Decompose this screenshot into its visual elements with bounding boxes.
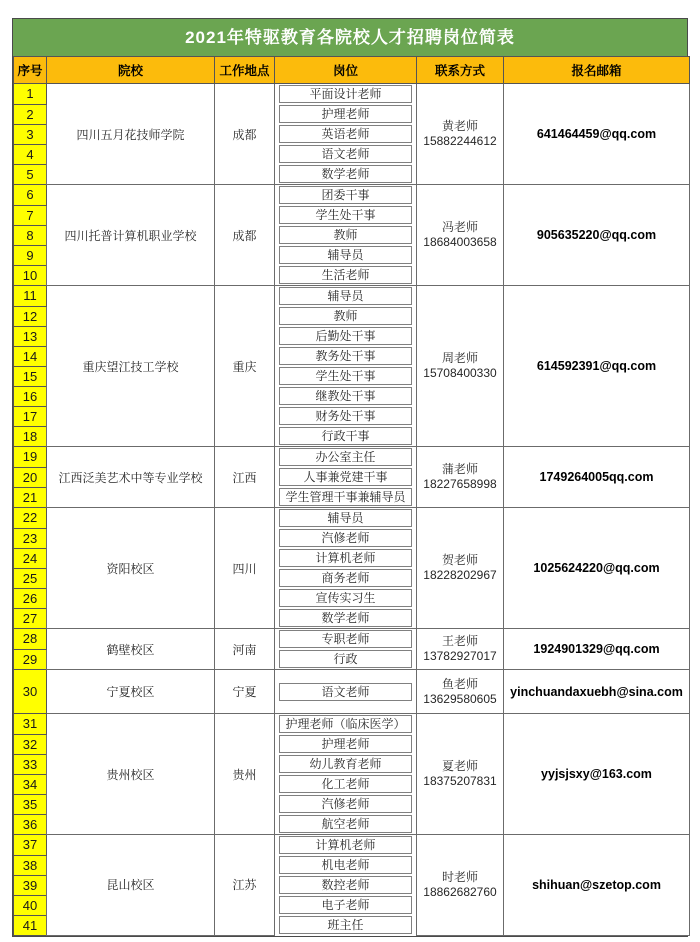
email-cell: 641464459@qq.com xyxy=(504,84,690,185)
position-cell xyxy=(275,426,417,447)
position-cell xyxy=(275,855,417,875)
row-index: 40 xyxy=(14,895,47,915)
col-header-location: 工作地点 xyxy=(215,57,275,84)
position-cell xyxy=(275,814,417,835)
row-index: 3 xyxy=(14,124,47,144)
position-box: 汽修老师 xyxy=(279,529,412,547)
row-index: 38 xyxy=(14,855,47,875)
email-cell: 1749264005qq.com xyxy=(504,447,690,508)
col-header-contact: 联系方式 xyxy=(417,57,504,84)
position-cell xyxy=(275,487,417,508)
position-box: 学生处干事 xyxy=(279,367,412,385)
row-index: 13 xyxy=(14,326,47,346)
col-header-email: 报名邮箱 xyxy=(504,57,690,84)
school-cell: 资阳校区 xyxy=(47,508,215,629)
school-cell: 昆山校区 xyxy=(47,835,215,936)
school-cell: 宁夏校区 xyxy=(47,670,215,714)
row-index: 29 xyxy=(14,649,47,670)
position-box: 护理老师（临床医学） xyxy=(279,715,412,733)
position-box: 教师 xyxy=(279,226,412,244)
contact-phone: 18227658998 xyxy=(423,477,497,491)
position-box: 继教处干事 xyxy=(279,387,412,405)
contact-cell xyxy=(417,629,504,670)
position-box: 人事兼党建干事 xyxy=(279,468,412,486)
contact-cell xyxy=(417,447,504,508)
position-box: 数学老师 xyxy=(279,609,412,627)
position-cell xyxy=(275,794,417,814)
row-index: 23 xyxy=(14,528,47,548)
position-cell xyxy=(275,895,417,915)
row-index: 30 xyxy=(14,670,47,714)
position-box: 商务老师 xyxy=(279,569,412,587)
position-box: 班主任 xyxy=(279,916,412,934)
contact-phone: 18228202967 xyxy=(423,568,497,582)
row-index: 2 xyxy=(14,104,47,124)
table-row xyxy=(14,508,690,529)
position-box: 教师 xyxy=(279,307,412,325)
row-index: 41 xyxy=(14,915,47,935)
position-cell xyxy=(275,346,417,366)
contact-name: 周老师 xyxy=(441,351,478,365)
position-box: 财务处干事 xyxy=(279,407,412,425)
position-cell xyxy=(275,714,417,735)
position-box: 学生管理干事兼辅导员 xyxy=(279,488,412,506)
position-box: 后勤处干事 xyxy=(279,327,412,345)
position-cell xyxy=(275,915,417,935)
position-cell xyxy=(275,875,417,895)
position-box: 幼儿教育老师 xyxy=(279,755,412,773)
position-cell xyxy=(275,104,417,124)
position-box: 行政干事 xyxy=(279,427,412,445)
contact-name: 时老师 xyxy=(441,869,478,884)
school-cell: 鹤壁校区 xyxy=(47,629,215,670)
position-cell xyxy=(275,406,417,426)
position-cell xyxy=(275,205,417,225)
position-box: 专职老师 xyxy=(279,630,412,648)
position-box: 数控老师 xyxy=(279,876,412,894)
row-index: 5 xyxy=(14,164,47,185)
contact-phone: 13782927017 xyxy=(423,649,497,663)
location-cell: 成都 xyxy=(215,185,275,286)
row-index: 32 xyxy=(14,734,47,754)
table-row xyxy=(14,835,690,856)
row-index: 37 xyxy=(14,835,47,856)
position-box: 护理老师 xyxy=(279,105,412,123)
contact-cell xyxy=(417,84,504,185)
row-index: 36 xyxy=(14,814,47,835)
table-row xyxy=(14,670,690,714)
row-index: 17 xyxy=(14,406,47,426)
contact-name: 蒲老师 xyxy=(441,462,478,476)
row-index: 27 xyxy=(14,608,47,629)
position-box: 宣传实习生 xyxy=(279,589,412,607)
position-cell xyxy=(275,245,417,265)
location-cell: 江苏 xyxy=(215,835,275,936)
table-title: 2021年特驱教育各院校人才招聘岗位简表 xyxy=(13,19,687,56)
contact-phone: 18375207831 xyxy=(423,774,497,788)
position-cell xyxy=(275,144,417,164)
table-row xyxy=(14,447,690,468)
school-cell: 重庆望江技工学校 xyxy=(47,286,215,447)
recruitment-table xyxy=(13,56,690,936)
email-cell: 1025624220@qq.com xyxy=(504,508,690,629)
row-index: 10 xyxy=(14,265,47,286)
col-header-position: 岗位 xyxy=(275,57,417,84)
position-cell xyxy=(275,670,417,714)
position-cell xyxy=(275,608,417,629)
position-box: 航空老师 xyxy=(279,815,412,833)
table-body xyxy=(14,84,690,936)
position-cell xyxy=(275,588,417,608)
row-index: 33 xyxy=(14,754,47,774)
col-header-index: 序号 xyxy=(14,57,47,84)
row-index: 15 xyxy=(14,366,47,386)
position-box: 办公室主任 xyxy=(279,448,412,466)
row-index: 4 xyxy=(14,144,47,164)
position-cell xyxy=(275,629,417,650)
position-cell xyxy=(275,326,417,346)
email-cell: 905635220@qq.com xyxy=(504,185,690,286)
position-box: 数学老师 xyxy=(279,165,412,183)
position-box: 辅导员 xyxy=(279,246,412,264)
row-index: 21 xyxy=(14,487,47,508)
contact-name: 黄老师 xyxy=(441,119,478,133)
row-index: 22 xyxy=(14,508,47,529)
position-cell xyxy=(275,386,417,406)
position-box: 机电老师 xyxy=(279,856,412,874)
position-cell xyxy=(275,508,417,529)
position-box: 行政 xyxy=(279,650,412,668)
position-box: 团委干事 xyxy=(279,186,412,204)
row-index: 39 xyxy=(14,875,47,895)
row-index: 20 xyxy=(14,467,47,487)
header-row xyxy=(14,57,690,84)
position-box: 平面设计老师 xyxy=(279,85,412,103)
contact-name: 贺老师 xyxy=(441,553,478,567)
position-cell xyxy=(275,124,417,144)
position-cell xyxy=(275,734,417,754)
position-box: 计算机老师 xyxy=(279,836,412,854)
email-cell: 614592391@qq.com xyxy=(504,286,690,447)
row-index: 24 xyxy=(14,548,47,568)
school-cell: 江西泛美艺术中等专业学校 xyxy=(47,447,215,508)
position-box: 语文老师 xyxy=(279,145,412,163)
position-box: 生活老师 xyxy=(279,266,412,284)
row-index: 18 xyxy=(14,426,47,447)
table-row xyxy=(14,84,690,105)
row-index: 35 xyxy=(14,794,47,814)
position-cell xyxy=(275,185,417,206)
contact-phone: 18862682760 xyxy=(423,884,497,899)
position-cell xyxy=(275,225,417,245)
row-index: 31 xyxy=(14,714,47,735)
contact-name: 冯老师 xyxy=(441,220,478,234)
row-index: 11 xyxy=(14,286,47,307)
position-box: 英语老师 xyxy=(279,125,412,143)
school-cell: 四川五月花技师学院 xyxy=(47,84,215,185)
position-cell xyxy=(275,467,417,487)
position-cell xyxy=(275,774,417,794)
school-cell: 贵州校区 xyxy=(47,714,215,835)
row-index: 34 xyxy=(14,774,47,794)
row-index: 12 xyxy=(14,306,47,326)
row-index: 1 xyxy=(14,84,47,105)
email-cell: yyjsjsxy@163.com xyxy=(504,714,690,835)
contact-cell xyxy=(417,286,504,447)
row-index: 19 xyxy=(14,447,47,468)
row-index: 6 xyxy=(14,185,47,206)
contact-phone: 18684003658 xyxy=(423,235,497,249)
location-cell: 成都 xyxy=(215,84,275,185)
contact-name: 鱼老师 xyxy=(441,676,478,691)
position-cell xyxy=(275,164,417,185)
table-row xyxy=(14,185,690,206)
row-index: 9 xyxy=(14,245,47,265)
position-box: 辅导员 xyxy=(279,509,412,527)
position-cell xyxy=(275,366,417,386)
row-index: 28 xyxy=(14,629,47,650)
recruitment-table-container xyxy=(12,18,688,937)
email-cell: shihuan@szetop.com xyxy=(504,835,690,936)
email-cell: yinchuandaxuebh@sina.com xyxy=(504,670,690,714)
location-cell: 江西 xyxy=(215,447,275,508)
position-box: 辅导员 xyxy=(279,287,412,305)
position-box: 语文老师 xyxy=(279,683,412,701)
contact-cell xyxy=(417,670,504,714)
position-cell xyxy=(275,548,417,568)
row-index: 26 xyxy=(14,588,47,608)
contact-phone: 15882244612 xyxy=(423,134,497,148)
row-index: 8 xyxy=(14,225,47,245)
position-box: 化工老师 xyxy=(279,775,412,793)
contact-cell xyxy=(417,508,504,629)
position-cell xyxy=(275,306,417,326)
row-index: 14 xyxy=(14,346,47,366)
position-box: 汽修老师 xyxy=(279,795,412,813)
table-row xyxy=(14,286,690,307)
position-cell xyxy=(275,447,417,468)
position-cell xyxy=(275,835,417,856)
position-cell xyxy=(275,568,417,588)
table-row xyxy=(14,714,690,735)
row-index: 25 xyxy=(14,568,47,588)
position-cell xyxy=(275,754,417,774)
email-cell: 1924901329@qq.com xyxy=(504,629,690,670)
contact-name: 王老师 xyxy=(441,634,478,648)
col-header-school: 院校 xyxy=(47,57,215,84)
position-box: 教务处干事 xyxy=(279,347,412,365)
position-box: 电子老师 xyxy=(279,896,412,914)
row-index: 7 xyxy=(14,205,47,225)
contact-cell xyxy=(417,835,504,936)
position-box: 护理老师 xyxy=(279,735,412,753)
position-cell xyxy=(275,84,417,105)
contact-cell xyxy=(417,185,504,286)
contact-name: 夏老师 xyxy=(441,759,478,773)
location-cell: 河南 xyxy=(215,629,275,670)
location-cell: 贵州 xyxy=(215,714,275,835)
row-index: 16 xyxy=(14,386,47,406)
school-cell: 四川托普计算机职业学校 xyxy=(47,185,215,286)
contact-cell xyxy=(417,714,504,835)
position-box: 计算机老师 xyxy=(279,549,412,567)
contact-phone: 13629580605 xyxy=(423,691,497,706)
location-cell: 四川 xyxy=(215,508,275,629)
position-box: 学生处干事 xyxy=(279,206,412,224)
contact-phone: 15708400330 xyxy=(423,366,497,380)
position-cell xyxy=(275,265,417,286)
table-row xyxy=(14,629,690,650)
position-cell xyxy=(275,286,417,307)
location-cell: 重庆 xyxy=(215,286,275,447)
location-cell: 宁夏 xyxy=(215,670,275,714)
position-cell xyxy=(275,649,417,670)
position-cell xyxy=(275,528,417,548)
